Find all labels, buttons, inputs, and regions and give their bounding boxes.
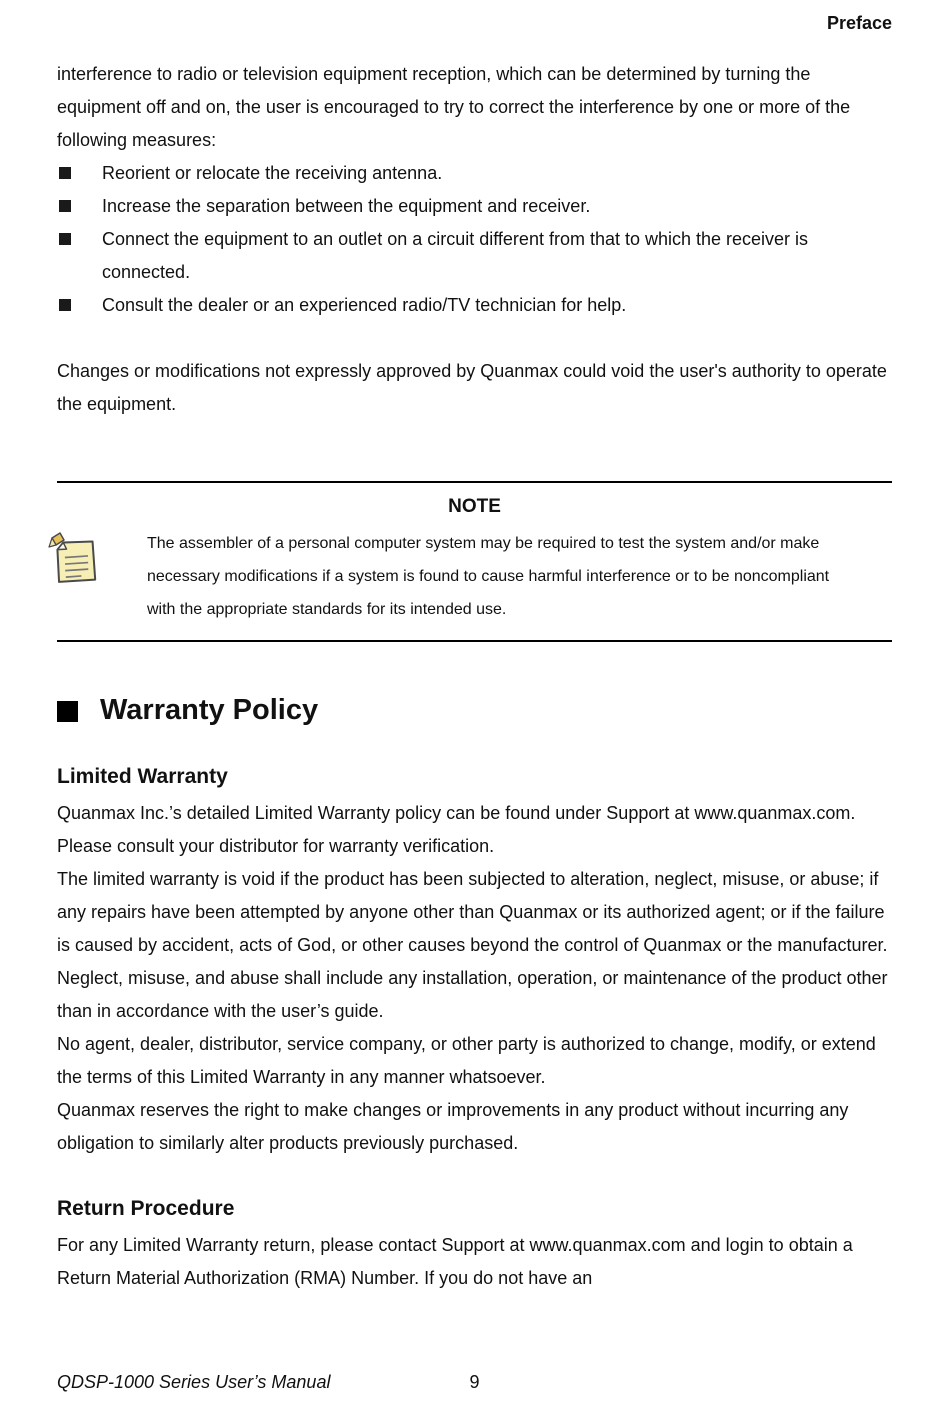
list-item (57, 289, 892, 322)
list-item (57, 223, 892, 289)
limited-warranty-paragraph: Quanmax Inc.’s detailed Limited Warranty policy can be found under Support at www.quanmax.com. Please consult your distributor for warranty verification. (57, 803, 856, 856)
limited-warranty-paragraph: Quanmax reserves the right to make changes or improvements in any product without incurring any obligation to similarly alter products previously purchased. (57, 1100, 849, 1153)
list-item (57, 190, 892, 223)
note-block (57, 481, 892, 642)
page-number: 9 (469, 1372, 480, 1392)
note-text: The assembler of a personal computer system may be required to test the system and/or make necessary modifications if a system is found to cause harmful interference or to be noncompliant with the appropriate standards for its intended use. (147, 535, 830, 618)
manual-title: QDSP-1000 Series User’s Manual (57, 1372, 331, 1392)
page-header (57, 12, 892, 34)
list-item-text: Consult the dealer or an experienced radio/TV technician for help. (102, 295, 627, 315)
list-item (57, 157, 892, 190)
section-title-text: Warranty Policy (100, 694, 319, 726)
bullet-square-icon (59, 200, 71, 212)
note-row (57, 527, 892, 626)
header-title: Preface (826, 13, 892, 33)
bullet-square-icon (59, 167, 71, 179)
note-title: NOTE (448, 496, 501, 517)
list-item-text: Increase the separation between the equipment and receiver. (102, 196, 591, 216)
limited-warranty-heading: Limited Warranty (57, 765, 228, 788)
warranty-policy-heading (57, 692, 892, 728)
limited-warranty-paragraph: The limited warranty is void if the product has been subjected to alteration, neglect, misuse, or abuse; if any repairs have been attempted by anyone other than Quanmax or its authorized agent; or if the failure is caused by accident, acts of God, or other causes beyond the control of Quanmax or the manufacturer. Neglect, misuse, and abuse shall include any installation, operation, or maintenance of the product other than in accordance with the user’s guide. (57, 869, 888, 1021)
return-procedure-paragraph: For any Limited Warranty return, please contact Support at www.quanmax.com and login to obtain a Return Material Authorization (RMA) Number. If you do not have an (57, 1235, 853, 1288)
bullet-square-icon (59, 233, 71, 245)
page-footer (57, 1360, 892, 1394)
intro-paragraph: interference to radio or television equipment reception, which can be determined by turning the equipment off and on, the user is encouraged to try to correct the interference by one or more of the following measures: (57, 64, 851, 150)
changes-paragraph: Changes or modifications not expressly approved by Quanmax could void the user's authority to operate the equipment. (57, 361, 887, 414)
list-item-text: Connect the equipment to an outlet on a circuit different from that to which the receiver is connected. (102, 229, 809, 282)
list-item-text: Reorient or relocate the receiving antenna. (102, 163, 443, 183)
bullet-square-icon (59, 299, 71, 311)
note-icon (43, 531, 105, 596)
measures-list (57, 157, 892, 322)
limited-warranty-paragraph: No agent, dealer, distributor, service company, or other party is authorized to change, modify, or extend the terms of this Limited Warranty in any manner whatsoever. (57, 1034, 876, 1087)
section-square-icon (57, 701, 78, 722)
return-procedure-heading: Return Procedure (57, 1197, 235, 1220)
